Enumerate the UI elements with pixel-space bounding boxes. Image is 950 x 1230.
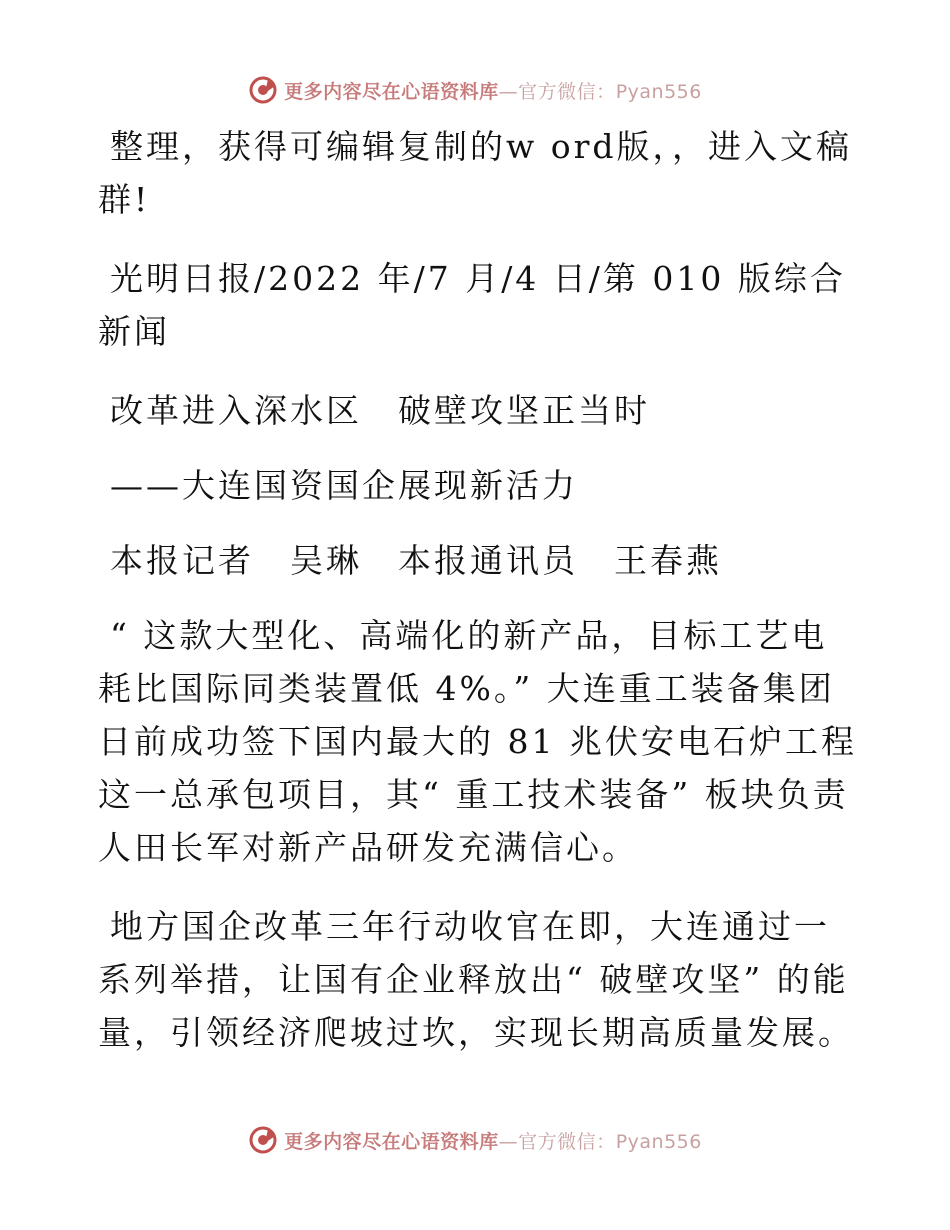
document-body: [98, 120, 858, 1085]
footer-wechat-id: Pyan556: [615, 1130, 702, 1153]
footer-wechat-label: 官方微信：: [518, 1130, 616, 1153]
footer-banner: [0, 1120, 950, 1160]
header-wechat-id: Pyan556: [615, 80, 702, 103]
footer-banner-text: [284, 1127, 702, 1154]
article-title: 改革进入深水区 破壁攻坚正当时: [110, 391, 650, 430]
logo-icon: [248, 75, 278, 105]
header-brand-text: 更多内容尽在心语资料库: [284, 80, 499, 103]
logo-icon: [248, 1125, 278, 1155]
article-subtitle: ——大连国资国企展现新活力: [110, 466, 578, 505]
header-wechat-label: 官方微信：: [518, 80, 616, 103]
article-byline: 本报记者 吴琳 本报通讯员 王春燕: [110, 541, 722, 580]
paragraph-body-2: 地方国企改革三年行动收官在即，大连通过一系列举措，让国有企业释放出“ 破壁攻坚” 的能量，引领经济爬坡过坎，实现长期高质量发展。: [98, 907, 854, 1052]
header-banner-text: [284, 77, 702, 104]
paragraph-intro: 整理，获得可编辑复制的w ord版，，进入文稿群!: [98, 127, 853, 219]
paragraph-body-1: “ 这款大型化、高端化的新产品，目标工艺电耗比国际同类装置低 4%。” 大连重工装备集团日前成功签下国内最大的 81 兆伏安电石炉工程这一总承包项目，其“ 重工技术装备” 板块负责人田长军对新产品研发充满信心。: [98, 616, 857, 867]
footer-brand-text: 更多内容尽在心语资料库: [284, 1130, 499, 1153]
paragraph-source: 光明日报/2022 年/7 月/4 日/第 010 版综合新闻: [98, 259, 846, 351]
header-dash: —: [498, 80, 519, 103]
footer-dash: —: [498, 1130, 519, 1153]
header-banner: [0, 70, 950, 110]
